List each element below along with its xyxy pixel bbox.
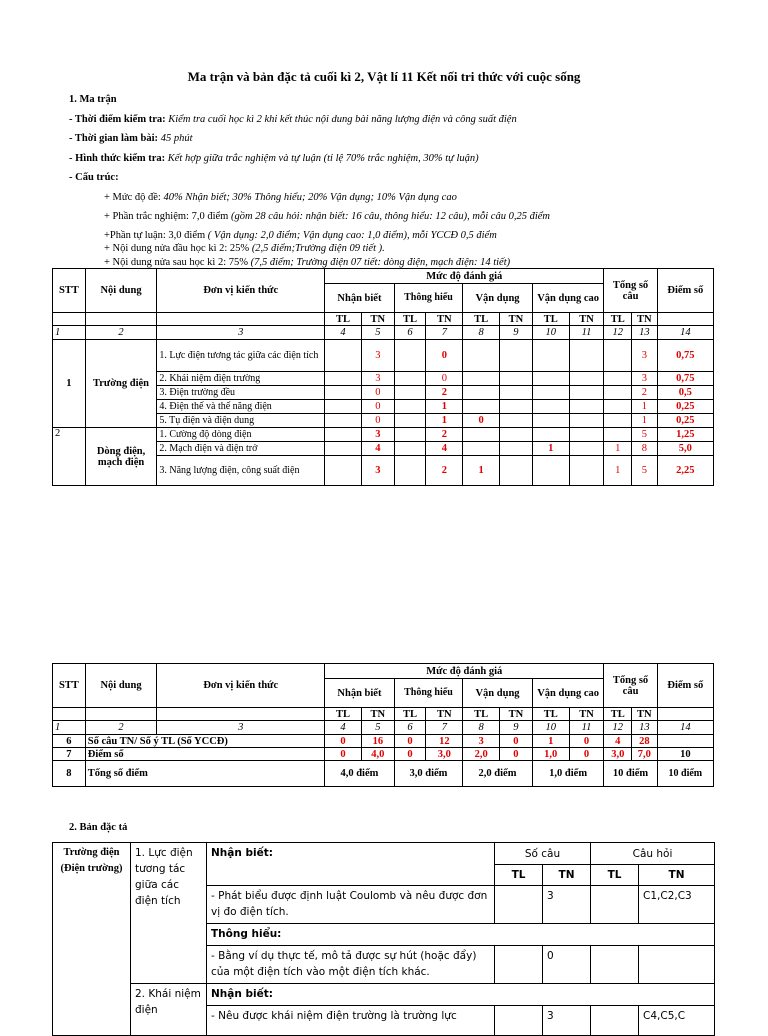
intro-section [69, 90, 729, 269]
table-row: 2. Khái niệm điện trường 3 0 3 0,75 [53, 372, 714, 386]
header-tl: TL [604, 313, 632, 326]
spec-header-question: Câu hỏi [591, 843, 715, 865]
spec-unit-1: 1. Lực điện tương tác giữa các điện tích [131, 843, 207, 984]
structure-item: + Mức độ đề: 40% Nhận biết; 30% Thông hiểu; 20% Vận dụng; 10% Vận dụng cao [104, 191, 457, 203]
header-tn: TN [426, 313, 463, 326]
structure-item: +Phần tự luận: 3,0 điểm ( Vận dụng: 2,0 điểm; Vận dụng cao: 1,0 điểm), mỗi YCCĐ 0,5 điểm [104, 229, 497, 241]
section-heading-spec: 2. Bản đặc tả [69, 822, 128, 833]
header-tl: TL [394, 313, 426, 326]
header-content: Nội dung [85, 664, 157, 708]
spec-unit-2: 2. Khái niệm điện [131, 984, 207, 1036]
header-unit: Đơn vị kiến thức [157, 269, 325, 313]
structure-item: + Phần trắc nghiệm: 7,0 điểm (gồm 28 câu hỏi: nhận biết: 16 câu, thông hiểu: 12 câu), mỗi câu 0,25 điểm [104, 211, 550, 222]
spec-row: - Bằng ví dụ thực tế, mô tả được sự hút (hoặc đẩy) của một điện tích vào một điện tích khác. 0 [53, 946, 715, 984]
header-tn: TN [500, 313, 533, 326]
header-stt: STT [53, 269, 86, 313]
spec-header-recognize: Nhận biết: [207, 843, 495, 886]
spec-header-recognize: Nhận biết: [207, 984, 715, 1006]
header-score: Điểm số [657, 269, 713, 313]
table-row: 4. Điện thế và thế năng điện 0 1 1 0,25 [53, 400, 714, 414]
spec-table: Trường điện (Điện trường) 1. Lực điện tương tác giữa các điện tích Nhận biết: Số câu Câu hỏi TL TN TL TN - Phát biểu được định luật Coulomb và nêu được đơn vị đo điện tích. 3 C1,C2,C3 Thông hiểu: - Bằng ví dụ thực tế, mô tả được sự hút (hoặc đẩy) của một điện tích vào một điện tích khác. 0 2. Khái niệm điện Nhận biết: - Nêu được khái niệm điện trường là trường lực 3 C4,C5,C [52, 842, 715, 1036]
header-tl: TL [325, 313, 362, 326]
header-level-recognize: Nhận biết [325, 284, 395, 313]
section-heading-matrix: 1. Ma trận [69, 94, 117, 105]
header-tl: TL [532, 313, 569, 326]
spec-row: - Nêu được khái niệm điện trường là trường lực 3 C4,C5,C [53, 1006, 715, 1036]
header-tn: TN [361, 313, 394, 326]
column-number-row: 1 2 3 4 5 6 7 8 9 10 11 12 13 14 [53, 326, 714, 340]
table-row: 3. Điện trường đều 0 2 2 0,5 [53, 386, 714, 400]
spec-topic: Trường điện (Điện trường) [53, 843, 131, 1036]
header-total: Tổng số câu [604, 664, 657, 708]
header-tn: TN [632, 313, 658, 326]
header-total: Tổng số câu [604, 269, 657, 313]
group-stt: 2 [53, 428, 86, 486]
header-tl: TL [463, 313, 500, 326]
info-line-structure: - Cấu trúc: [69, 172, 119, 183]
header-tn: TN [569, 313, 604, 326]
header-level: Mức độ đánh giá [325, 269, 604, 284]
group-name: Trường điện [85, 340, 157, 428]
summary-row-total: 8 Tổng số điểm 4,0 điểm 3,0 điểm 2,0 điểm 1,0 điểm 10 điểm 10 điểm [53, 761, 714, 787]
column-number-row: 1 2 3 4 5 6 7 8 9 10 11 12 13 14 [53, 721, 714, 735]
group-name: Dòng điện, mạch điện [85, 428, 157, 486]
structure-item: + Nội dung nửa đầu học kì 2: 25% (2,5 điểm;Trường điện 09 tiết ). [104, 243, 385, 254]
header-level-apply: Vận dụng [463, 679, 533, 708]
header-level-apply-high: Vận dụng cao [532, 679, 604, 708]
spec-header-understand: Thông hiểu: [207, 924, 715, 946]
structure-item: + Nội dung nửa sau học kì 2: 75% (7,5 điểm; Trường điện 07 tiết: dòng điện, mạch điện: 14 tiết) [104, 256, 511, 268]
header-level-apply: Vận dụng [463, 284, 533, 313]
info-line-format: - Hình thức kiểm tra: Kết hợp giữa trắc nghiệm và tự luận (tỉ lệ 70% trắc nghiệm, 30% tự luận) [69, 152, 479, 164]
header-level-understand: Thông hiểu [394, 679, 463, 708]
header-level-apply-high: Vận dụng cao [532, 284, 604, 313]
header-level-recognize: Nhận biết [325, 679, 395, 708]
table-row: 1 Trường điện 1. Lực điện tương tác giữa các điện tích 3 0 3 0,75 [53, 340, 714, 372]
header-stt: STT [53, 664, 86, 708]
summary-row-count: 6 Số câu TN/ Số ý TL (Số YCCĐ) 0 16 0 12 3 0 1 0 4 28 [53, 735, 714, 748]
header-level-understand: Thông hiểu [394, 284, 463, 313]
info-line-time: - Thời điểm kiểm tra: Kiểm tra cuối học kì 2 khi kết thúc nội dung bài năng lượng điện và công suất điện [69, 113, 517, 125]
summary-row-score: 7 Điểm số 0 4,0 0 3,0 2,0 0 1,0 0 3,0 7,0 10 [53, 748, 714, 761]
header-level: Mức độ đánh giá [325, 664, 604, 679]
header-score: Điểm số [657, 664, 713, 708]
group-stt: 1 [53, 340, 86, 428]
header-content: Nội dung [85, 269, 157, 313]
summary-table: STT Nội dung Đơn vị kiến thức Mức độ đánh giá Tổng số câu Điểm số Nhận biết Thông hiểu Vận dụng Vận dụng cao TL TN TL TN TL TN TL TN TL TN 1 2 3 4 5 6 7 8 9 10 11 12 13 14 6 Số câu TN/ Số ý TL (Số YCCĐ) 0 16 0 12 3 0 1 0 4 28 7 Điểm số 0 4,0 0 3,0 2,0 0 1,0 0 3,0 7,0 10 8 Tổng số điểm 4,0 điểm 3,0 điểm 2,0 điểm 1,0 điểm 10 điểm 10 điểm [52, 663, 714, 787]
header-unit: Đơn vị kiến thức [157, 664, 325, 708]
table-row: 3. Năng lượng điện, công suất điện 3 2 1 1 5 2,25 [53, 456, 714, 486]
info-line-duration: - Thời gian làm bài: 45 phút [69, 133, 193, 144]
spec-header-count: Số câu [495, 843, 591, 865]
document-title: Ma trận và bản đặc tả cuối kì 2, Vật lí 11 Kết nối tri thức với cuộc sống [187, 69, 581, 84]
table-row: 5. Tụ điện và điện dung 0 1 0 1 0,25 [53, 414, 714, 428]
table-row: 2 Dòng điện, mạch điện 1. Cường độ dòng điện 3 2 5 1,25 [53, 428, 714, 442]
spec-row: - Phát biểu được định luật Coulomb và nêu được đơn vị đo điện tích. 3 C1,C2,C3 [53, 886, 715, 924]
table-row: 2. Mạch điện và điện trở 4 4 1 1 8 5,0 [53, 442, 714, 456]
matrix-table [52, 268, 714, 486]
